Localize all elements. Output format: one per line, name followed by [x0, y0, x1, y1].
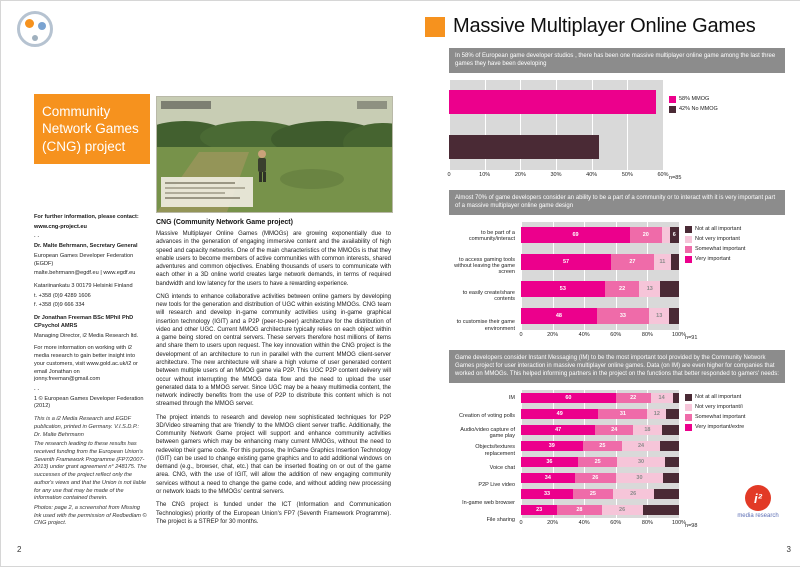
legend-item — [685, 424, 785, 431]
contact-fax: f. +358 (0)9 666 334 — [34, 302, 85, 309]
gridline — [663, 80, 664, 170]
bar-row — [521, 393, 679, 403]
bar-segment — [660, 281, 679, 297]
contact-column — [34, 214, 147, 530]
bar-row — [521, 489, 679, 499]
category-label: File sharing — [486, 516, 515, 523]
page-left — [1, 1, 401, 566]
category-label: Objects/textures replacement — [475, 444, 515, 457]
bar-segment: 34 — [521, 473, 575, 483]
bar-segment: 31 — [598, 409, 647, 419]
legend-item — [685, 414, 785, 421]
axis-tick-label: 40% — [578, 519, 590, 526]
bar-row — [521, 227, 679, 243]
bar-segment — [662, 425, 679, 435]
article-paragraph-1: Massive Multiplayer Online Games (MMOGs) are growing exponentially due to advances in the generation of engaging immersive content and the availability of high speed and capacity networks. One of the main characteristics of the MMOGs is that they enable users to become members of active communities with common interests, shared adventures and common objectives. Enabling thousands of users to communicate with each other in a 3D online world creates large network demands, in terms of required bandwidth and low latency for the users to have a rewarding experience. — [156, 231, 391, 287]
category-label: to customise their game environment — [456, 319, 515, 332]
legend-label: 42% No MMOG — [679, 106, 718, 113]
gridline — [679, 390, 680, 518]
bar-segment: 22 — [616, 393, 651, 403]
legend-item — [685, 246, 785, 253]
bar-segment: 60 — [521, 393, 616, 403]
bar-row — [521, 409, 679, 419]
cng-project-logo — [17, 11, 53, 47]
axis-tick-label: 20% — [547, 331, 559, 338]
bar-segment — [673, 393, 679, 403]
contact-person1-org: European Games Developer Federation (EGDF) — [34, 252, 134, 267]
bar-segment: 6 — [670, 227, 679, 243]
legend-swatch — [685, 394, 692, 401]
legend-swatch — [685, 246, 692, 253]
legend-label: Somewhat important — [695, 414, 746, 421]
axis-tick-label: 10% — [479, 171, 491, 178]
legend-item — [669, 106, 785, 113]
chart-plot-area — [519, 390, 687, 529]
bar-row — [449, 135, 663, 159]
bar-segment: 26 — [613, 489, 654, 499]
axis-tick-label: 50% — [621, 171, 633, 178]
page-number-left: 2 — [17, 545, 22, 554]
chart-x-axis — [519, 330, 687, 341]
category-label: to easily create/share contents — [462, 289, 515, 302]
i2-logo-circle-icon — [745, 485, 771, 511]
legend-item — [685, 226, 785, 233]
legend-swatch — [685, 236, 692, 243]
bar-segment: 14 — [651, 393, 673, 403]
bar-segment — [663, 473, 679, 483]
title-bullet-square-icon — [425, 17, 445, 37]
bar-segment: 33 — [597, 308, 649, 324]
legend-item — [685, 256, 785, 263]
banner-mmog-share: In 58% of European game developer studios , there has been one massive multiplayer online game among the last three games they have been developing — [449, 48, 785, 73]
logo-orange-dot-icon — [25, 19, 34, 28]
category-label: P2P Live video — [478, 482, 515, 489]
category-label: IM — [508, 395, 515, 402]
bar-segment: 25 — [578, 457, 618, 467]
bar-row — [521, 254, 679, 270]
bar-segment: 12 — [647, 409, 666, 419]
bar-segment: 30 — [616, 473, 663, 483]
banner-community-importance: Almost 70% of game developers consider an ability to be a part of a community or to interact with it is very important part of a massive multiplayer online game design — [449, 190, 785, 215]
bar-segment: 33 — [521, 489, 573, 499]
legend-swatch — [685, 414, 692, 421]
bar-segment: 18 — [633, 425, 661, 435]
axis-tick-label: 30% — [550, 171, 562, 178]
chart-category-labels — [449, 222, 515, 341]
chart-plot-area — [519, 222, 687, 341]
bar-segment: 39 — [521, 441, 583, 451]
bar-row — [521, 281, 679, 297]
chart-legend-area — [685, 222, 785, 341]
legend-item — [669, 96, 785, 103]
axis-tick-label: 0 — [447, 171, 451, 178]
bar-segment: 13 — [639, 281, 660, 297]
bar-row — [521, 441, 679, 451]
bar-segment — [669, 308, 678, 324]
axis-tick-label: 20% — [547, 519, 559, 526]
legend-label: Very important/extre — [695, 424, 745, 431]
bar-segment: 30 — [617, 457, 664, 467]
category-label: to be part of a community/interact — [468, 230, 515, 243]
axis-tick-label: 40% — [578, 331, 590, 338]
funding-note: The research leading to these results has received funding from the European Union's Seventh Framework Programme (FP7/2007-2013) under grant agreement n° 248175. The successes of the project reflect only the author's views and that the Union is not liable for any use that may be made of the information contained therein. — [34, 441, 147, 502]
legend-label: Very important — [695, 256, 731, 263]
bar-segment: 69 — [521, 227, 630, 243]
i2-logo-subtext: media research — [737, 513, 779, 519]
chart-category-labels — [449, 390, 515, 529]
bar-segment: 24 — [622, 441, 660, 451]
bar-row — [521, 425, 679, 435]
bar-segment — [666, 409, 679, 419]
bar-row — [521, 505, 679, 515]
bar-segment — [671, 254, 679, 270]
contact-more-info: For more information on working with i2 media research to gain better insight into your customers, visit www.gold.ac.uk/i2 or email Jonathan on jonny.freeman@gmail.com — [34, 345, 138, 383]
bar-segment: 27 — [611, 254, 654, 270]
legend-label: Not very important/i — [695, 404, 743, 411]
bar-row — [449, 90, 663, 114]
category-label: Creation of voting polls — [459, 412, 515, 419]
legend-item — [685, 394, 785, 401]
project-website-link[interactable]: www.cng-project.eu — [34, 223, 87, 230]
page-title: Massive Multiplayer Online Games — [453, 15, 756, 37]
logo-grey-dot-icon — [32, 35, 38, 41]
bar-segment: 26 — [602, 505, 643, 515]
bar-segment: 53 — [521, 281, 605, 297]
bar-segment — [449, 90, 656, 114]
bar-segment — [449, 135, 599, 159]
imprint-note: This is a i2 Media Research and EGDF publication, printed in Germany. V.I.S.D.P.: Dr. Malte Behrmann — [34, 416, 140, 438]
page-title-row — [425, 15, 785, 38]
bar-segment: 25 — [583, 441, 623, 451]
contact-person2-role: Managing Director, i2 Media Research ltd. — [34, 332, 139, 339]
chart-x-axis — [519, 518, 687, 529]
divider-dots: .. — [34, 385, 42, 392]
page-number-right: 3 — [786, 545, 791, 554]
axis-tick-label: 0 — [519, 331, 523, 338]
chart-legend-area — [669, 80, 785, 181]
legend-swatch — [685, 424, 692, 431]
divider-dots: .. — [34, 233, 42, 240]
axis-tick-label: 60% — [657, 171, 669, 178]
bar-segment — [662, 227, 670, 243]
banner-im-importance: Game developers consider Instant Messaging (IM) to be the most important tool provided by the Community Network Games project for user interaction in massive multiplayer online games. Data (on IM) are even higher for companies that worked on MMOGs. This helped informing partners in the project on the functions that better responded to gamers' needs: — [449, 350, 785, 383]
chart-sample-size: n=98 — [685, 522, 698, 529]
category-label: Voice chat — [489, 464, 515, 471]
i2-logo-text: i² — [754, 490, 762, 506]
axis-tick-label: 100% — [671, 519, 687, 526]
legend-swatch — [669, 96, 676, 103]
bar-segment — [643, 505, 679, 515]
bar-segment: 25 — [573, 489, 613, 499]
bar-row — [521, 457, 679, 467]
bar-segment: 57 — [521, 254, 611, 270]
logo-ring-icon — [17, 11, 53, 47]
axis-tick-label: 40% — [586, 171, 598, 178]
bar-segment: 48 — [521, 308, 597, 324]
bar-segment: 26 — [575, 473, 616, 483]
chart-mmog-share — [449, 80, 785, 181]
page-right — [449, 15, 785, 538]
game-screenshot — [156, 96, 393, 213]
legend-label: Not very important — [695, 236, 740, 243]
axis-tick-label: 0 — [519, 519, 523, 526]
category-label: In-game web browser — [462, 499, 515, 506]
legend-item — [685, 236, 785, 243]
gridline — [679, 222, 680, 330]
bar-segment — [660, 441, 679, 451]
contact-address: Katariinankatu 3 00179 Helsinki Finland — [34, 283, 133, 290]
bar-segment: 24 — [595, 425, 633, 435]
axis-tick-label: 60% — [610, 331, 622, 338]
article-column — [156, 96, 391, 531]
category-label: to access gaming tools without leaving the game screen — [454, 256, 515, 276]
article-paragraph-4: The CNG project is funded under the ICT (Information and Communication Technologies) priority of the European Union's FP7 (Seventh Framework Programme). The project is a STREP for 30 months. — [156, 502, 391, 525]
axis-tick-label: 100% — [671, 331, 687, 338]
axis-tick-label: 60% — [610, 519, 622, 526]
contact-phone: t. +358 (0)9 4289 1606 — [34, 292, 91, 299]
chart-community-importance — [449, 222, 785, 341]
chart-sample-size: n=85 — [669, 174, 682, 181]
bar-segment: 49 — [521, 409, 598, 419]
legend-label: Somewhat important — [695, 246, 746, 253]
bar-segment: 23 — [521, 505, 557, 515]
photos-note: Photos: page 2, a screenshot from Missing Ink used with the permission of Redbedlam © CNG project. — [34, 505, 147, 527]
axis-tick-label: 80% — [641, 519, 653, 526]
bar-segment: 13 — [649, 308, 670, 324]
bar-segment: 20 — [630, 227, 662, 243]
legend-swatch — [685, 404, 692, 411]
bar-segment — [665, 457, 679, 467]
article-paragraph-3: The project intends to research and develop new sophisticated techniques for P2P 3D/Video streaming that are 'friendly' to the MMOG client server traffic. Additionally, the Community Network Game project will support and enhance community activities between gamers which may be enhancing many current MMOGs, without the need to redevelop their game code. For this purpose, the InGame Graphics Insertion Technology (IGIT) can be used to change existing game graphics and to add additional windows on demand (e.g., browser, chat, etc.) that can be inserted floating on or out of the game area. CNG, with the use of IGIT, will allow the addition of new engaging community services without a need to change the game code, and without adding new processing or network loads to the MMOGs' central servers. — [156, 414, 391, 495]
legend-swatch — [685, 256, 692, 263]
legend-swatch — [669, 106, 676, 113]
bar-segment: 36 — [521, 457, 578, 467]
chart-x-axis — [447, 170, 669, 181]
contact-heading: For further information, please contact: — [34, 214, 139, 220]
bar-row — [521, 308, 679, 324]
bar-segment: 28 — [557, 505, 601, 515]
i2-media-research-logo — [733, 485, 783, 519]
legend-label: 58% MMOG — [679, 96, 710, 103]
chart-sample-size: n=91 — [685, 334, 698, 341]
category-label: Audio/video capture of game play — [460, 426, 515, 440]
legend-swatch — [685, 226, 692, 233]
contact-person1-name: Dr. Malte Behrmann, Secretary General — [34, 243, 138, 250]
chart-plot-area — [447, 80, 669, 181]
bar-segment: 47 — [521, 425, 595, 435]
contact-person2-name: Dr Jonathan Freeman BSc MPhil PhD CPsychol AMRS — [34, 315, 134, 329]
axis-tick-label: 20% — [514, 171, 526, 178]
article-paragraph-2: CNG intends to enhance collaborative activities between online gamers by developing new tools for the generation and distribution of UGC within existing MMOGs. CNG team will research and develop in-game community activities using in-game graphical insertion technology (IGIT) and a P2P (peer-to-peer) architecture for the distribution of video and other UGC. Current MMOG architecture typically relies on each object within a game being stored on central servers. These servers therefore host millions of items and share them to users upon request. The key innovation within the CNG project is the development of an architecture to run in parallel with the current MMOG client-server architecture. The new architecture will share a high volume of user generated content between multiple users of an MMOG game via P2P. This UGC P2P content delivery will occur without interrupting the MMOG data flow and the need to upload the user generated data to a MMOG server. Since UGC may be a heavy multimedia content, the network indirectly benefits from the use of P2P to distribute this content which is not streamed through the MMOG server. — [156, 293, 391, 408]
logo-blue-dot-icon — [38, 22, 46, 30]
project-title-box: Community Network Games (CNG) project — [34, 94, 150, 164]
bar-segment — [654, 489, 679, 499]
contact-person1-email-link[interactable]: malte.behrmann@egdf.eu | www.egdf.eu — [34, 270, 136, 277]
article-heading: CNG (Community Network Game project) — [156, 219, 293, 226]
bar-row — [521, 473, 679, 483]
legend-item — [685, 404, 785, 411]
axis-tick-label: 80% — [641, 331, 653, 338]
bar-segment: 22 — [605, 281, 640, 297]
copyright-note: 1 © European Games Developer Federation (2012) — [34, 395, 144, 410]
legend-label: Not at all important — [695, 226, 742, 233]
bar-segment: 11 — [654, 254, 671, 270]
legend-label: Not at all important — [695, 394, 742, 401]
